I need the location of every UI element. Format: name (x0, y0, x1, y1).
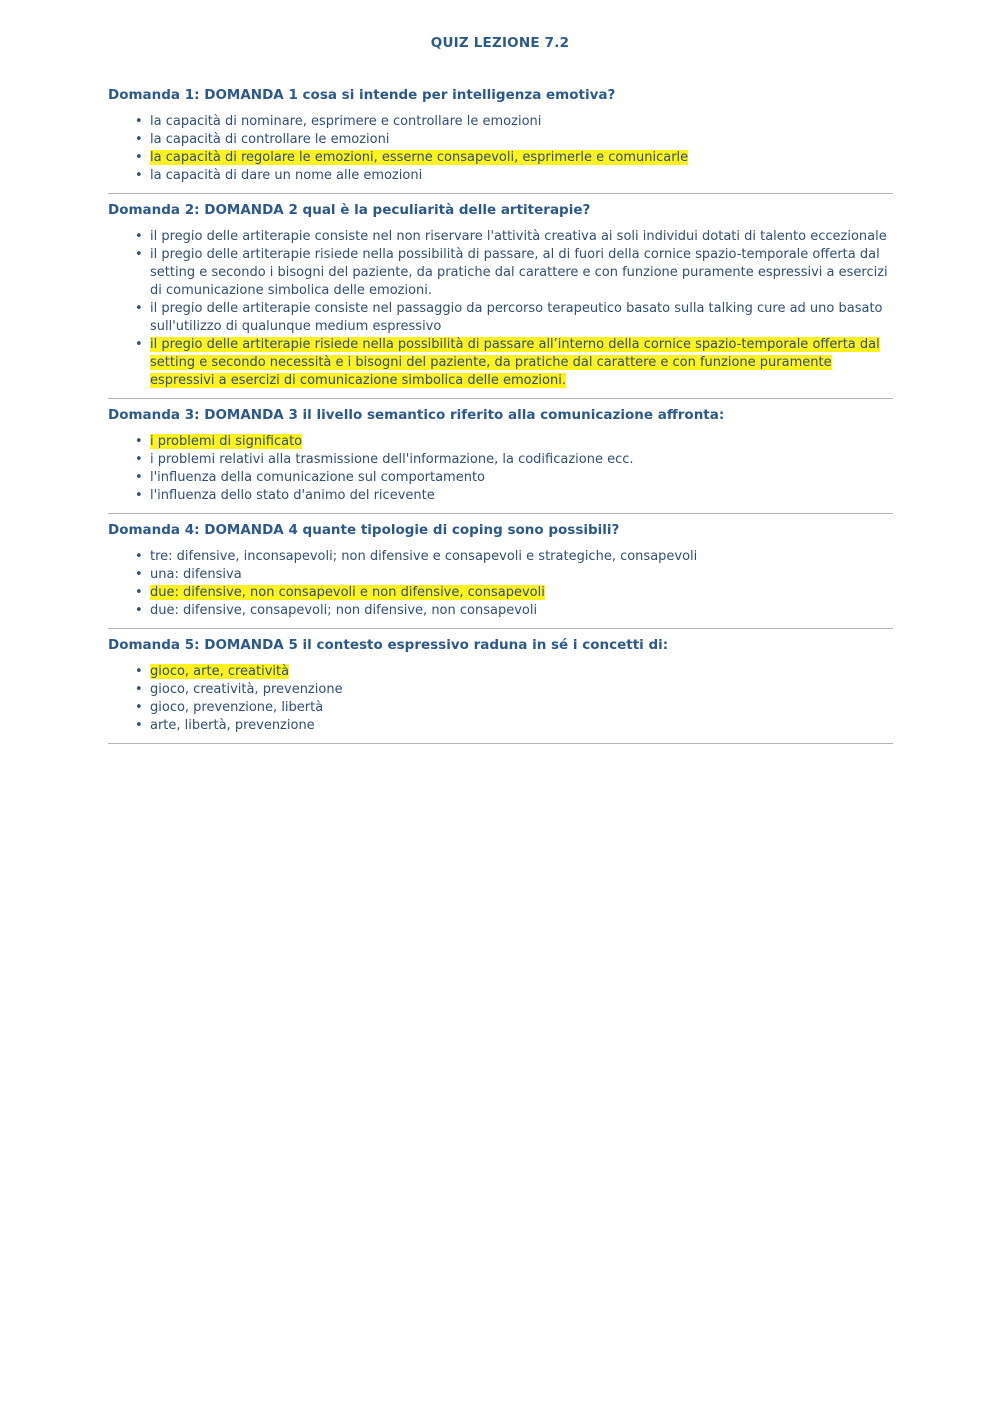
answer-option (135, 131, 893, 149)
answer-option (135, 487, 893, 505)
bullet-icon: • (135, 114, 143, 129)
answer-option (135, 681, 893, 699)
answer-option (135, 699, 893, 717)
question-1 (108, 86, 893, 194)
bullet-icon: • (135, 664, 143, 679)
answer-option (135, 246, 893, 300)
bullet-icon: • (135, 150, 143, 165)
answer-text: tre: difensive, inconsapevoli; non difensive e consapevoli e strategiche, consapevoli (150, 549, 698, 564)
bullet-icon: • (135, 488, 143, 503)
bullet-icon: • (135, 549, 143, 564)
answer-option (135, 469, 893, 487)
question-title: Domanda 2: DOMANDA 2 qual è la peculiarità delle artiterapie? (108, 202, 591, 218)
answer-text: il pregio delle artiterapie consiste nel passaggio da percorso terapeutico basato sulla talking cure ad uno basato sull'utilizzo di qualunque medium espressivo (150, 301, 883, 334)
answer-text: i problemi relativi alla trasmissione dell'informazione, la codificazione ecc. (150, 452, 634, 467)
answer-option (135, 336, 893, 390)
answer-text: la capacità di nominare, esprimere e controllare le emozioni (150, 114, 542, 129)
answer-text: la capacità di dare un nome alle emozioni (150, 168, 423, 183)
answer-text: la capacità di controllare le emozioni (150, 132, 390, 147)
bullet-icon: • (135, 247, 143, 262)
answer-option (135, 167, 893, 185)
answer-text: arte, libertà, prevenzione (150, 718, 315, 733)
bullet-icon: • (135, 434, 143, 449)
answer-option (135, 584, 893, 602)
question-2 (108, 201, 893, 399)
page-title: QUIZ LEZIONE 7.2 (430, 35, 570, 51)
answer-option (135, 149, 893, 167)
answer-text: i problemi di significato (150, 434, 303, 449)
question-4 (108, 521, 893, 629)
bullet-icon: • (135, 229, 143, 244)
bullet-icon: • (135, 470, 143, 485)
answer-text: una: difensiva (150, 567, 242, 582)
answer-text: il pregio delle artiterapie risiede nella possibilità di passare, al di fuori della cornice spazio-temporale offerta dal setting e secondo i bisogni del paziente, da pratiche dal carattere e con funzione puramente espressivi a esercizi di comunicazione simbolica delle emozioni. (150, 247, 888, 298)
answer-option (135, 566, 893, 584)
answer-option (135, 548, 893, 566)
answer-option (135, 451, 893, 469)
answer-list (108, 228, 893, 390)
answer-option (135, 300, 893, 336)
quiz-list (108, 86, 893, 751)
bullet-icon: • (135, 168, 143, 183)
bullet-icon: • (135, 718, 143, 733)
bullet-icon: • (135, 585, 143, 600)
answer-text: gioco, creatività, prevenzione (150, 682, 343, 697)
answer-text: due: difensive, non consapevoli e non difensive, consapevoli (150, 585, 545, 600)
answer-list (108, 663, 893, 735)
answer-option (135, 663, 893, 681)
question-5 (108, 636, 893, 744)
bullet-icon: • (135, 567, 143, 582)
answer-text: gioco, arte, creatività (150, 664, 290, 679)
answer-option (135, 602, 893, 620)
bullet-icon: • (135, 452, 143, 467)
bullet-icon: • (135, 700, 143, 715)
answer-text: gioco, prevenzione, libertà (150, 700, 324, 715)
bullet-icon: • (135, 301, 143, 316)
answer-list (108, 113, 893, 185)
answer-option (135, 433, 893, 451)
answer-option (135, 717, 893, 735)
bullet-icon: • (135, 682, 143, 697)
answer-text: due: difensive, consapevoli; non difensive, non consapevoli (150, 603, 538, 618)
answer-text: il pregio delle artiterapie risiede nella possibilità di passare all’interno della cornice spazio-temporale offerta dal setting e secondo necessità e i bisogni del paziente, da pratiche dal carattere e con funzione puramente espressivi a esercizi di comunicazione simbolica delle emozioni. (150, 337, 880, 388)
answer-option (135, 113, 893, 131)
answer-list (108, 433, 893, 505)
question-title: Domanda 1: DOMANDA 1 cosa si intende per intelligenza emotiva? (108, 87, 616, 103)
bullet-icon: • (135, 337, 143, 352)
answer-text: il pregio delle artiterapie consiste nel non riservare l'attività creativa ai soli individui dotati di talento eccezionale (150, 229, 887, 244)
question-title: Domanda 4: DOMANDA 4 quante tipologie di coping sono possibili? (108, 522, 620, 538)
bullet-icon: • (135, 603, 143, 618)
answer-text: la capacità di regolare le emozioni, esserne consapevoli, esprimerle e comunicarle (150, 150, 689, 165)
question-title: Domanda 3: DOMANDA 3 il livello semantico riferito alla comunicazione affronta: (108, 407, 725, 423)
answer-text: l'influenza dello stato d'animo del ricevente (150, 488, 435, 503)
question-title: Domanda 5: DOMANDA 5 il contesto espressivo raduna in sé i concetti di: (108, 637, 669, 653)
answer-option (135, 228, 893, 246)
bullet-icon: • (135, 132, 143, 147)
answer-list (108, 548, 893, 620)
question-3 (108, 406, 893, 514)
answer-text: l'influenza della comunicazione sul comportamento (150, 470, 486, 485)
